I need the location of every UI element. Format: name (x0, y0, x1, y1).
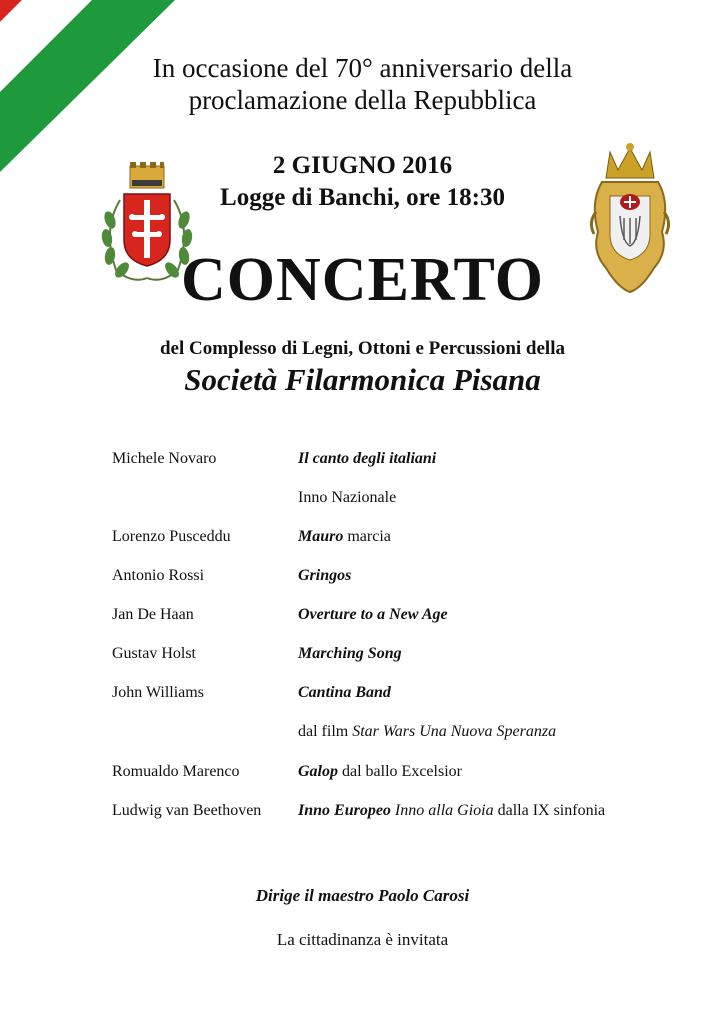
piece-title: Overture to a New Age (298, 606, 448, 623)
invitation-line: La cittadinanza è invitata (276, 930, 449, 949)
program-row (0, 606, 725, 628)
piece-subtitle: Inno alla Gioia (390, 802, 494, 819)
piece-note: Inno Nazionale (298, 489, 397, 506)
piece (298, 450, 436, 468)
composer: Romualdo Marenco (112, 763, 240, 780)
piece-note: dal film (298, 723, 353, 740)
program-row (0, 723, 725, 745)
society-name: Società Filarmonica Pisana (184, 362, 541, 397)
program-row (0, 684, 725, 706)
program-row (0, 645, 725, 667)
conductor-line: Dirige il maestro Paolo Carosi (255, 886, 470, 905)
piece-title: Mauro (298, 528, 344, 545)
composer: Michele Novaro (112, 450, 217, 467)
program-row (0, 450, 725, 472)
piece (298, 645, 402, 663)
piece-note: marcia (343, 528, 391, 545)
piece-film-title: Star Wars Una Nuova Speranza (352, 723, 557, 740)
composer: Gustav Holst (112, 645, 196, 662)
piece-title: Inno Europeo (298, 802, 391, 819)
piece-title: Il canto degli italiani (298, 450, 437, 467)
piece (298, 606, 448, 624)
header-line-2: proclamazione della Repubblica (188, 85, 537, 115)
composer: John Williams (112, 684, 204, 701)
piece (298, 528, 391, 546)
composer: Antonio Rossi (112, 567, 205, 584)
piece-title: Marching Song (298, 645, 402, 662)
program-row (0, 802, 725, 824)
header-line-1: In occasione del 70° anniversario della (152, 53, 573, 83)
event-place-time: Logge di Banchi, ore 18:30 (220, 184, 505, 211)
program-row (0, 567, 725, 589)
ensemble-subtitle: del Complesso di Legni, Ottoni e Percussioni della (159, 338, 565, 359)
composer: Ludwig van Beethoven (112, 802, 262, 819)
piece-title: Cantina Band (298, 684, 391, 701)
piece-note: dal ballo Excelsior (338, 763, 462, 780)
piece-title: Galop (298, 763, 338, 780)
piece (298, 489, 396, 507)
piece (298, 723, 556, 741)
composer: Lorenzo Pusceddu (112, 528, 231, 545)
piece (298, 684, 391, 702)
header (0, 52, 725, 116)
piece (298, 567, 351, 585)
program-row (0, 763, 725, 785)
concert-title: CONCERTO (181, 246, 544, 314)
piece-note: dalla IX sinfonia (493, 802, 606, 819)
program-row (0, 489, 725, 511)
composer: Jan De Haan (112, 606, 194, 623)
program-row (0, 528, 725, 550)
piece-title: Gringos (298, 567, 352, 584)
piece (298, 763, 462, 781)
event-date: 2 GIUGNO 2016 (272, 152, 453, 179)
piece (298, 802, 605, 820)
